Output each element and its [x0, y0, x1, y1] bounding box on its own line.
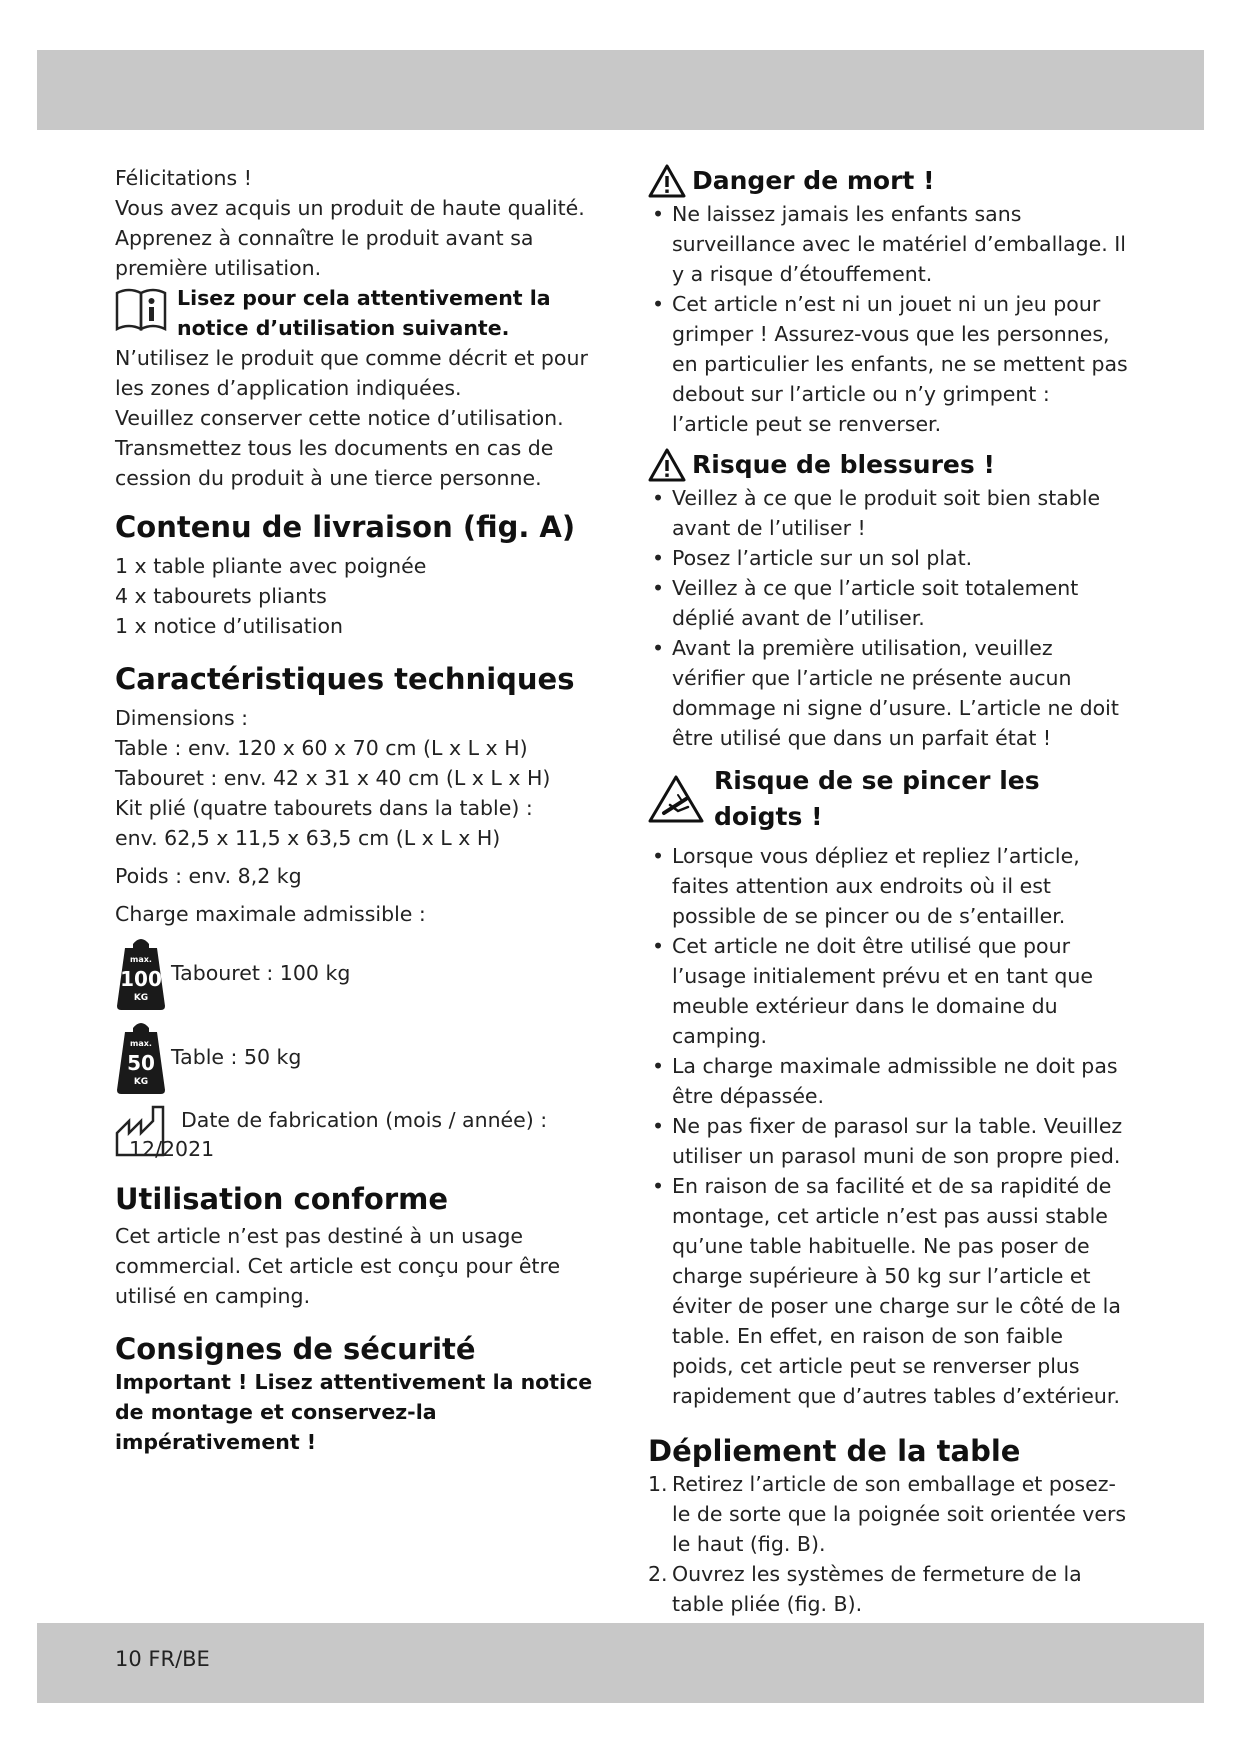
dimensions-line: env. 62,5 x 11,5 x 63,5 cm (L x L x H) [115, 826, 501, 850]
book-info-icon [115, 283, 167, 335]
svg-text:max.: max. [130, 1039, 152, 1048]
left-column [115, 163, 605, 1457]
svg-text:50: 50 [127, 1051, 155, 1075]
unfold-steps [648, 1469, 1128, 1619]
usage-paragraph: N’utilisez le produit que comme décrit et pour les zones d’application indiquées. [115, 346, 588, 400]
danger-list [648, 199, 1128, 439]
stool-load-row [115, 931, 605, 1015]
pinch-heading [648, 763, 1128, 835]
usage-paragraph: Veuillez conserver cette notice d’utilisation. [115, 406, 564, 430]
table-load-row [115, 1015, 605, 1099]
unfold-step [648, 1469, 1128, 1559]
svg-text:100: 100 [120, 967, 162, 991]
unfold-title: Dépliement de la table [648, 1434, 1021, 1468]
step-number: 2. [648, 1562, 668, 1586]
intro-text: Vous avez acquis un produit de haute qualité. Apprenez à connaître le produit avant sa première utilisation. [115, 196, 585, 280]
injury-title: Risque de blessures ! [692, 450, 995, 479]
warning-triangle-icon [648, 164, 686, 198]
danger-item: • Cet article n’est ni un jouet ni un jeu pour grimper ! Assurez-vous que les personnes, en particulier les enfants, ne se mettent pas debout sur l’article ou n’y grimpent : l’article peut se renverser. [648, 289, 1128, 439]
dimensions-line: Table : env. 120 x 60 x 70 cm (L x L x H) [115, 736, 528, 760]
safety-title: Consignes de sécurité [115, 1332, 476, 1366]
pinch-list [648, 841, 1128, 1411]
pinch-item: • En raison de sa facilité et de sa rapidité de montage, cet article n’est pas aussi stable qu’une table habituelle. Ne pas poser de charge supérieure à 50 kg sur l’article et éviter de poser une charge sur le côté de la table. En effet, en raison de son faible poids, cet article peut se renverser plus rapidement que d’autres tables d’extérieur. [648, 1171, 1128, 1411]
danger-item: • Ne laissez jamais les enfants sans surveillance avec le matériel d’emballage. Il y a risque d’étouffement. [648, 199, 1128, 289]
table-load-caption: Table : 50 kg [171, 1045, 302, 1069]
pinch-title: Risque de se pincer les doigts ! [714, 766, 1040, 831]
intro-congrats: Félicitations ! [115, 166, 252, 190]
intended-use-title: Utilisation conforme [115, 1182, 449, 1216]
step-number: 1. [648, 1472, 668, 1496]
injury-item: • Veillez à ce que l’article soit totalement déplié avant de l’utiliser. [648, 573, 1128, 633]
injury-heading [648, 447, 1128, 483]
contents-item: 1 x notice d’utilisation [115, 614, 344, 638]
pinch-item: • Ne pas fixer de parasol sur la table. Veuillez utiliser un parasol muni de son propre pied. [648, 1111, 1128, 1171]
contents-item: 1 x table pliante avec poignée [115, 554, 427, 578]
pinch-hazard-icon [648, 775, 704, 823]
step-text: Retirez l’article de son emballage et posez-le de sorte que la poignée soit orientée vers le haut (fig. B). [672, 1472, 1127, 1556]
dimensions-line: Tabouret : env. 42 x 31 x 40 cm (L x L x H) [115, 766, 551, 790]
intended-use-text: Cet article n’est pas destiné à un usage commercial. Cet article est conçu pour être utilisé en camping. [115, 1224, 561, 1308]
unfold-step [648, 1559, 1128, 1619]
stool-load-caption: Tabouret : 100 kg [171, 961, 351, 985]
read-notice-text: Lisez pour cela attentivement la notice d’utilisation suivante. [177, 286, 551, 340]
read-notice-block [115, 283, 605, 343]
injury-item: • Avant la première utilisation, veuillez vérifier que l’article ne présente aucun dommage ni signe d’usure. L’article ne doit être utilisé que dans un parfait état ! [648, 633, 1128, 753]
right-column [648, 163, 1128, 1619]
footer-bar [37, 1623, 1204, 1703]
contents-title: Contenu de livraison (fig. A) [115, 510, 576, 544]
dimensions-label: Dimensions : [115, 706, 249, 730]
safety-important: Important ! Lisez attentivement la notice de montage et conservez-la impérativement ! [115, 1370, 593, 1454]
svg-text:KG: KG [133, 1077, 149, 1087]
manufacture-date: 12/2021 [129, 1137, 215, 1161]
specs-title: Caractéristiques techniques [115, 662, 575, 696]
svg-text:max.: max. [130, 955, 152, 964]
header-bar [37, 50, 1204, 130]
injury-item: • Veillez à ce que le produit soit bien stable avant de l’utiliser ! [648, 483, 1128, 543]
manufacture-date-row [115, 1105, 605, 1165]
weight-100kg-icon [115, 934, 167, 1012]
contents-list [115, 551, 605, 641]
weight-50kg-icon [115, 1018, 167, 1096]
danger-title: Danger de mort ! [692, 166, 935, 195]
warning-triangle-icon [648, 448, 686, 482]
injury-list [648, 483, 1128, 753]
pinch-item: • Cet article ne doit être utilisé que pour l’usage initialement prévu et en tant que meuble extérieur dans le domaine du camping. [648, 931, 1128, 1051]
page-number: 10 FR/BE [115, 1647, 210, 1671]
manufacture-label: Date de fabrication (mois / année) : [181, 1108, 548, 1132]
weight-text: Poids : env. 8,2 kg [115, 864, 302, 888]
usage-paragraph: Transmettez tous les documents en cas de cession du produit à une tierce personne. [115, 436, 554, 490]
contents-item: 4 x tabourets pliants [115, 584, 327, 608]
injury-item: • Posez l’article sur un sol plat. [648, 543, 1128, 573]
pinch-item: • La charge maximale admissible ne doit pas être dépassée. [648, 1051, 1128, 1111]
svg-text:KG: KG [133, 993, 149, 1003]
max-load-label: Charge maximale admissible : [115, 902, 426, 926]
pinch-item: • Lorsque vous dépliez et repliez l’article, faites attention aux endroits où il est possible de se pincer ou de s’entailler. [648, 841, 1128, 931]
danger-heading [648, 163, 1128, 199]
dimensions-line: Kit plié (quatre tabourets dans la table) : [115, 796, 533, 820]
step-text: Ouvrez les systèmes de fermeture de la table pliée (fig. B). [672, 1562, 1082, 1616]
